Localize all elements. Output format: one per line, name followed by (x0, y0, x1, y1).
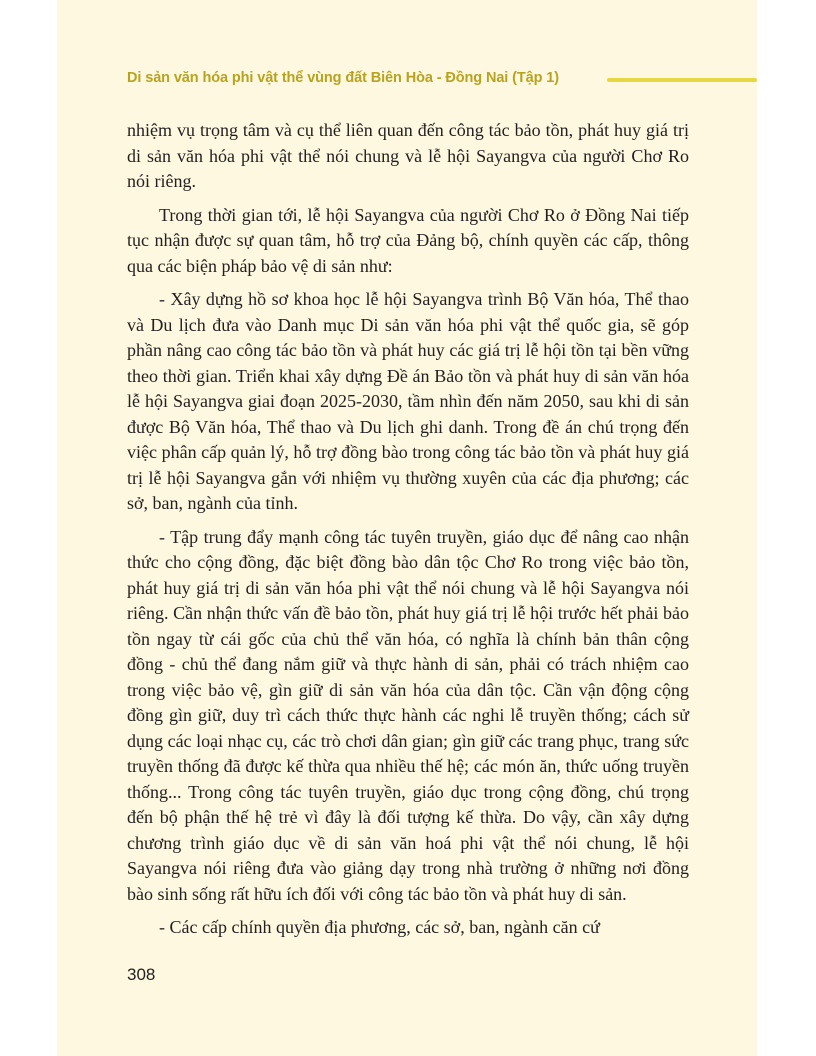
paragraph: - Xây dựng hồ sơ khoa học lễ hội Sayangva trình Bộ Văn hóa, Thể thao và Du lịch đưa vào Danh mục Di sản văn hóa phi vật thể quốc gia, sẽ góp phần nâng cao công tác bảo tồn và phát huy các giá trị lễ hội tồn tại bền vững theo thời gian. Triển khai xây dựng Đề án Bảo tồn và phát huy di sản văn hóa lễ hội Sayangva giai đoạn 2025-2030, tầm nhìn đến năm 2050, sau khi di sản được Bộ Văn hóa, Thể thao và Du lịch ghi danh. Trong đề án chú trọng đến việc phân cấp quản lý, hỗ trợ đồng bào trong công tác bảo tồn và phát huy giá trị lễ hội Sayangva gắn với nhiệm vụ thường xuyên của các địa phương; các sở, ban, ngành của tỉnh. (127, 289, 689, 513)
paragraph: Trong thời gian tới, lễ hội Sayangva của người Chơ Ro ở Đồng Nai tiếp tục nhận được sự quan tâm, hỗ trợ của Đảng bộ, chính quyền các cấp, thông qua các biện pháp bảo vệ di sản như: (127, 204, 689, 276)
header-decorative-rule (607, 78, 757, 82)
book-page (57, 0, 757, 1056)
page-number: 308 (127, 965, 156, 984)
running-header-title: Di sản văn hóa phi vật thể vùng đất Biên Hòa - Đồng Nai (Tập 1) (127, 70, 559, 86)
running-header (127, 70, 757, 92)
paragraph: - Các cấp chính quyền địa phương, các sở, ban, ngành căn cứ (159, 917, 600, 937)
body-text (127, 118, 689, 949)
paragraph: nhiệm vụ trọng tâm và cụ thể liên quan đến công tác bảo tồn, phát huy giá trị di sản văn hóa phi vật thể nói chung và lễ hội Sayangva của người Chơ Ro nói riêng. (127, 120, 689, 191)
paragraph: - Tập trung đẩy mạnh công tác tuyên truyền, giáo dục để nâng cao nhận thức cho cộng đồng, đặc biệt đồng bào dân tộc Chơ Ro trong việc bảo tồn, phát huy giá trị di sản văn hóa phi vật thể nói chung và lễ hội Sayangva nói riêng. Cần nhận thức vấn đề bảo tồn, phát huy giá trị lễ hội trước hết phải bảo tồn ngay từ cái gốc của chủ thể văn hóa, có nghĩa là chính bản thân cộng đồng - chủ thể đang nắm giữ và thực hành di sản, phải có trách nhiệm cao trong việc bảo vệ, gìn giữ di sản văn hóa của dân tộc. Cần vận động cộng đồng gìn giữ, duy trì cách thức thực hành các nghi lễ truyền thống; cách sử dụng các loại nhạc cụ, các trò chơi dân gian; gìn giữ các trang phục, trang sức truyền thống đã được kế thừa qua nhiều thế hệ; các món ăn, thức uống truyền thống... Trong công tác tuyên truyền, giáo dục trong cộng đồng, chú trọng đến bộ phận thế hệ trẻ vì đây là đối tượng kế thừa. Do vậy, cần xây dựng chương trình giáo dục về di sản văn hoá phi vật thể nói chung, lễ hội Sayangva nói riêng đưa vào giảng dạy trong nhà trường ở những nơi đồng bào sinh sống rất hữu ích đối với công tác bảo tồn và phát huy di sản. (127, 526, 689, 904)
